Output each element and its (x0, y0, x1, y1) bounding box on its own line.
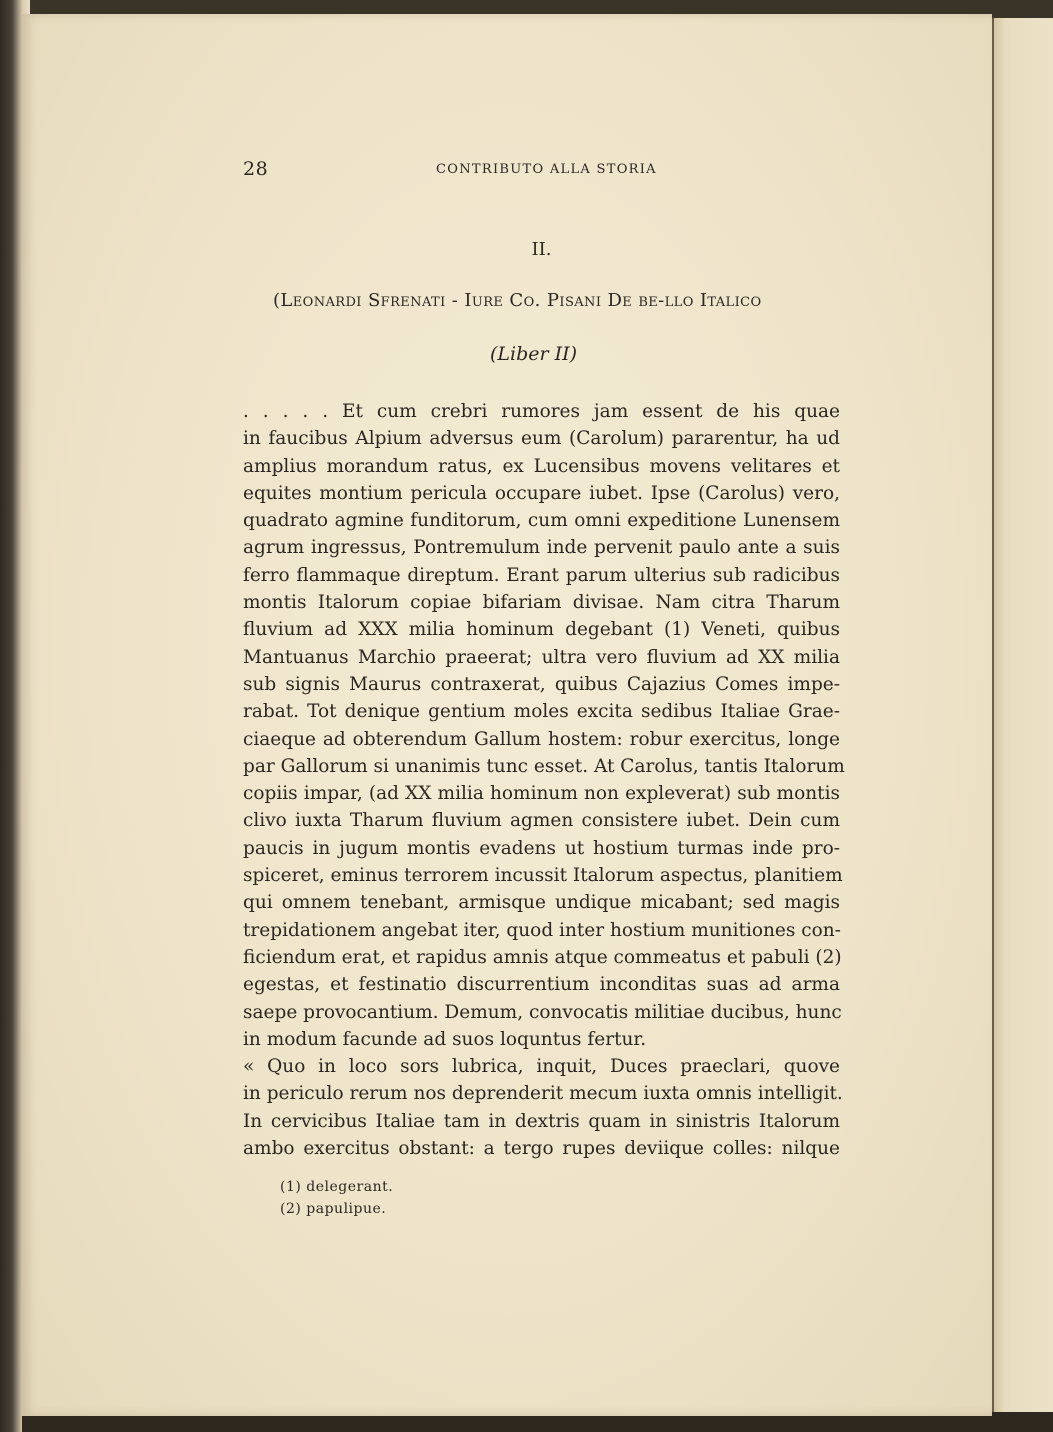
text-line: equites montium pericula occupare iubet. Ipse (Carolus) vero, (243, 482, 840, 504)
text-line: ferro flammaque direptum. Erant parum ulterius sub radicibus (243, 564, 840, 586)
text-line: rabat. Tot denique gentium moles excita sedibus Italiae Grae- (243, 701, 840, 723)
text-line: qui omnem tenebant, armisque undique micabant; sed magis (243, 892, 840, 914)
text-line: spiceret, eminus terrorem incussit Italorum aspectus, planitiem (243, 865, 843, 887)
book-label: (Liber II) (490, 343, 578, 365)
text-line: clivo iuxta Tharum fluvium agmen consistere iubet. Dein cum (243, 810, 840, 832)
text-line: trepidationem angebat iter, quod inter hostium munitiones con- (243, 919, 841, 941)
text-line: saepe provocantium. Demum, convocatis militiae ducibus, hunc (243, 1001, 842, 1023)
footnote: (2) papulipue. (280, 1201, 387, 1217)
text-line: paucis in jugum montis evadens ut hostium turmas inde pro- (243, 837, 840, 859)
running-title: CONTRIBUTO ALLA STORIA (436, 162, 657, 177)
source-title: (Leonardi Sfrenati - Iure Co. Pisani De be-llo Italico (273, 290, 762, 311)
body-text (243, 398, 845, 1162)
text-line: « Quo in loco sors lubrica, inquit, Duces praeclari, quove (243, 1056, 840, 1078)
section-number: II. (531, 239, 552, 260)
text-line: In cervicibus Italiae tam in dextris quam in sinistris Italorum (243, 1110, 840, 1132)
text-line: ambo exercitus obstant: a tergo rupes deviique colles: nilque (243, 1138, 840, 1160)
text-line: ficiendum erat, et rapidus amnis atque commeatus et pabuli (2) (243, 946, 842, 968)
text-line: in modum facunde ad suos loquntus fertur. (243, 1028, 647, 1050)
text-line: copiis impar, (ad XX milia hominum non expleverat) sub montis (243, 783, 840, 805)
text-line: amplius morandum ratus, ex Lucensibus movens velitares et (243, 455, 840, 477)
text-line: fluvium ad XXX milia hominum degebant (1) Veneti, quibus (243, 619, 840, 641)
footnotes (280, 1176, 393, 1220)
page-number: 28 (243, 158, 269, 180)
text-line: sub signis Maurus contraxerat, quibus Cajazius Comes impe- (243, 673, 840, 695)
text-line: in faucibus Alpium adversus eum (Carolum) pararentur, ha ud (243, 428, 840, 450)
text-line: Mantuanus Marchio praeerat; ultra vero fluvium ad XX milia (243, 646, 840, 668)
text-line: agrum ingressus, Pontremulum inde pervenit paulo ante a suis (243, 537, 840, 559)
text-line: ciaeque ad obterendum Gallum hostem: robur exercitus, longe (243, 728, 840, 750)
text-line: . . . . . Et cum crebri rumores jam essent de his quae (243, 401, 840, 422)
next-page-edge (990, 18, 1053, 1418)
text-line: montis Italorum copiae bifariam divisae. Nam citra Tharum (243, 592, 840, 614)
text-line: in periculo rerum nos deprenderit mecum iuxta omnis intelligit. (243, 1083, 843, 1105)
text-line: quadrato agmine funditorum, cum omni expeditione Lunensem (243, 510, 840, 532)
footnote: (1) delegerant. (280, 1179, 394, 1195)
text-line: par Gallorum si unanimis tunc esset. At Carolus, tantis Italorum (243, 755, 845, 777)
text-line: egestas, et festinatio discurrentium inconditas suas ad arma (243, 974, 840, 996)
